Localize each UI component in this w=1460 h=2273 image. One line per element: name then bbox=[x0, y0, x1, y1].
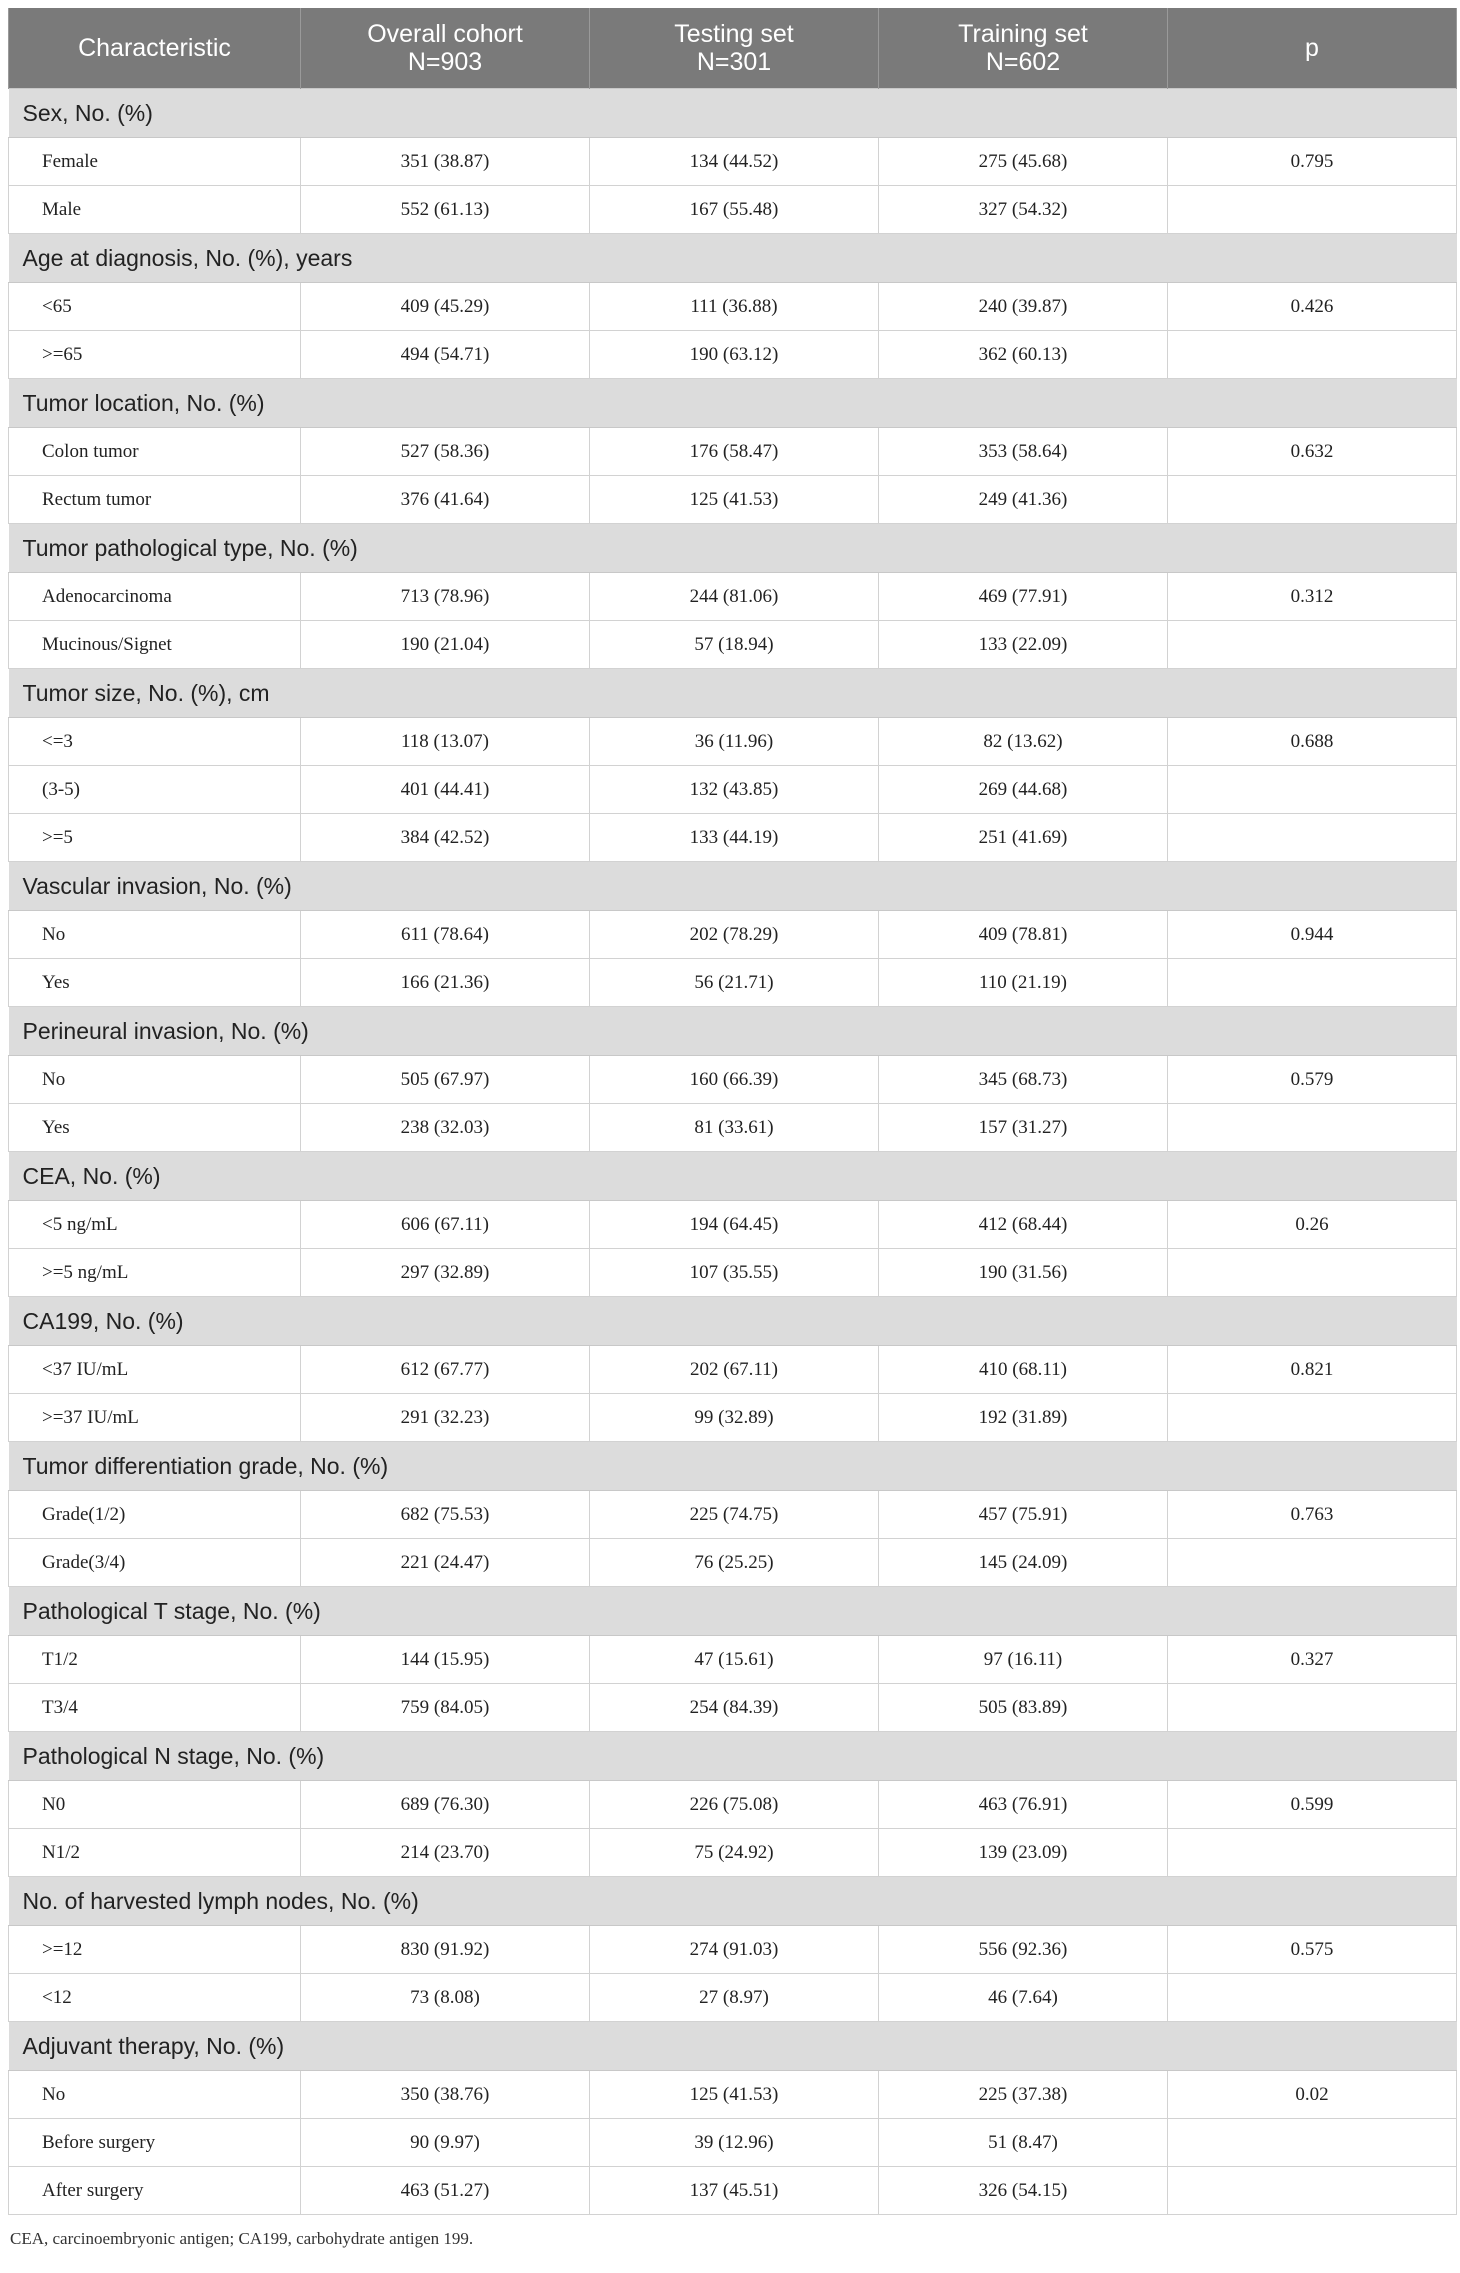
p-value: 0.632 bbox=[1168, 428, 1457, 476]
header-count: N=301 bbox=[696, 48, 772, 76]
table-row bbox=[9, 2167, 1457, 2215]
table-row bbox=[9, 186, 1457, 234]
training-set-value: 157 (31.27) bbox=[879, 1104, 1168, 1152]
group-title: Pathological N stage, No. (%) bbox=[9, 1732, 1457, 1781]
overall-cohort-value: 291 (32.23) bbox=[301, 1394, 590, 1442]
training-set-value: 326 (54.15) bbox=[879, 2167, 1168, 2215]
table-row bbox=[9, 1491, 1457, 1539]
p-value: 0.763 bbox=[1168, 1491, 1457, 1539]
overall-cohort-value: 611 (78.64) bbox=[301, 911, 590, 959]
training-set-value: 51 (8.47) bbox=[879, 2119, 1168, 2167]
p-value: 0.944 bbox=[1168, 911, 1457, 959]
testing-set-value: 194 (64.45) bbox=[590, 1201, 879, 1249]
testing-set-value: 81 (33.61) bbox=[590, 1104, 879, 1152]
p-value: 0.26 bbox=[1168, 1201, 1457, 1249]
row-category-label: After surgery bbox=[9, 2167, 301, 2215]
row-category-label: No bbox=[9, 1056, 301, 1104]
table-row bbox=[9, 1781, 1457, 1829]
table-row bbox=[9, 331, 1457, 379]
training-set-value: 225 (37.38) bbox=[879, 2071, 1168, 2119]
testing-set-value: 76 (25.25) bbox=[590, 1539, 879, 1587]
header-label: Training set bbox=[958, 20, 1088, 48]
p-value bbox=[1168, 2119, 1457, 2167]
testing-set-value: 75 (24.92) bbox=[590, 1829, 879, 1877]
row-category-label: <37 IU/mL bbox=[9, 1346, 301, 1394]
row-category-label: Before surgery bbox=[9, 2119, 301, 2167]
testing-set-value: 160 (66.39) bbox=[590, 1056, 879, 1104]
testing-set-value: 47 (15.61) bbox=[590, 1636, 879, 1684]
testing-set-value: 57 (18.94) bbox=[590, 621, 879, 669]
training-set-value: 249 (41.36) bbox=[879, 476, 1168, 524]
table-row bbox=[9, 1201, 1457, 1249]
overall-cohort-value: 552 (61.13) bbox=[301, 186, 590, 234]
p-value bbox=[1168, 1394, 1457, 1442]
testing-set-value: 137 (45.51) bbox=[590, 2167, 879, 2215]
overall-cohort-value: 384 (42.52) bbox=[301, 814, 590, 862]
header-label: p bbox=[1305, 34, 1319, 62]
row-category-label: (3-5) bbox=[9, 766, 301, 814]
training-set-value: 251 (41.69) bbox=[879, 814, 1168, 862]
group-title: CEA, No. (%) bbox=[9, 1152, 1457, 1201]
group-title: Vascular invasion, No. (%) bbox=[9, 862, 1457, 911]
testing-set-value: 132 (43.85) bbox=[590, 766, 879, 814]
group-header-row bbox=[9, 1152, 1457, 1201]
group-title: Adjuvant therapy, No. (%) bbox=[9, 2022, 1457, 2071]
p-value bbox=[1168, 1104, 1457, 1152]
table-row bbox=[9, 1684, 1457, 1732]
p-value bbox=[1168, 814, 1457, 862]
table-row bbox=[9, 573, 1457, 621]
row-category-label: <12 bbox=[9, 1974, 301, 2022]
p-value bbox=[1168, 186, 1457, 234]
row-category-label: <5 ng/mL bbox=[9, 1201, 301, 1249]
training-set-value: 97 (16.11) bbox=[879, 1636, 1168, 1684]
table-row bbox=[9, 428, 1457, 476]
overall-cohort-value: 505 (67.97) bbox=[301, 1056, 590, 1104]
overall-cohort-value: 90 (9.97) bbox=[301, 2119, 590, 2167]
table-body bbox=[9, 89, 1457, 2215]
row-category-label: No bbox=[9, 2071, 301, 2119]
overall-cohort-value: 73 (8.08) bbox=[301, 1974, 590, 2022]
header-label: Testing set bbox=[674, 20, 794, 48]
p-value: 0.599 bbox=[1168, 1781, 1457, 1829]
training-set-value: 139 (23.09) bbox=[879, 1829, 1168, 1877]
p-value bbox=[1168, 1829, 1457, 1877]
testing-set-value: 254 (84.39) bbox=[590, 1684, 879, 1732]
table-row bbox=[9, 766, 1457, 814]
table-row bbox=[9, 476, 1457, 524]
p-value: 0.579 bbox=[1168, 1056, 1457, 1104]
group-title: CA199, No. (%) bbox=[9, 1297, 1457, 1346]
training-set-value: 190 (31.56) bbox=[879, 1249, 1168, 1297]
overall-cohort-value: 606 (67.11) bbox=[301, 1201, 590, 1249]
row-category-label: T3/4 bbox=[9, 1684, 301, 1732]
overall-cohort-value: 238 (32.03) bbox=[301, 1104, 590, 1152]
testing-set-value: 39 (12.96) bbox=[590, 2119, 879, 2167]
row-category-label: Rectum tumor bbox=[9, 476, 301, 524]
group-header-row bbox=[9, 1442, 1457, 1491]
row-category-label: Female bbox=[9, 138, 301, 186]
overall-cohort-value: 144 (15.95) bbox=[301, 1636, 590, 1684]
testing-set-value: 111 (36.88) bbox=[590, 283, 879, 331]
testing-set-value: 27 (8.97) bbox=[590, 1974, 879, 2022]
overall-cohort-value: 463 (51.27) bbox=[301, 2167, 590, 2215]
row-category-label: Adenocarcinoma bbox=[9, 573, 301, 621]
training-set-value: 345 (68.73) bbox=[879, 1056, 1168, 1104]
testing-set-value: 107 (35.55) bbox=[590, 1249, 879, 1297]
header-row bbox=[9, 8, 1457, 89]
row-category-label: N1/2 bbox=[9, 1829, 301, 1877]
table-row bbox=[9, 1974, 1457, 2022]
testing-set-value: 134 (44.52) bbox=[590, 138, 879, 186]
group-title: Perineural invasion, No. (%) bbox=[9, 1007, 1457, 1056]
group-header-row bbox=[9, 89, 1457, 138]
testing-set-value: 167 (55.48) bbox=[590, 186, 879, 234]
training-set-value: 269 (44.68) bbox=[879, 766, 1168, 814]
training-set-value: 362 (60.13) bbox=[879, 331, 1168, 379]
training-set-value: 145 (24.09) bbox=[879, 1539, 1168, 1587]
table-row bbox=[9, 718, 1457, 766]
group-header-row bbox=[9, 379, 1457, 428]
group-title: No. of harvested lymph nodes, No. (%) bbox=[9, 1877, 1457, 1926]
training-set-value: 46 (7.64) bbox=[879, 1974, 1168, 2022]
testing-set-value: 56 (21.71) bbox=[590, 959, 879, 1007]
row-category-label: >=12 bbox=[9, 1926, 301, 1974]
training-set-value: 240 (39.87) bbox=[879, 283, 1168, 331]
table-row bbox=[9, 621, 1457, 669]
overall-cohort-value: 401 (44.41) bbox=[301, 766, 590, 814]
header-count: N=602 bbox=[985, 48, 1061, 76]
row-category-label: T1/2 bbox=[9, 1636, 301, 1684]
overall-cohort-value: 166 (21.36) bbox=[301, 959, 590, 1007]
testing-set-value: 133 (44.19) bbox=[590, 814, 879, 862]
p-value bbox=[1168, 1539, 1457, 1587]
p-value bbox=[1168, 476, 1457, 524]
p-value: 0.02 bbox=[1168, 2071, 1457, 2119]
p-value: 0.426 bbox=[1168, 283, 1457, 331]
overall-cohort-value: 190 (21.04) bbox=[301, 621, 590, 669]
group-header-row bbox=[9, 862, 1457, 911]
overall-cohort-value: 494 (54.71) bbox=[301, 331, 590, 379]
row-category-label: Grade(3/4) bbox=[9, 1539, 301, 1587]
training-set-value: 82 (13.62) bbox=[879, 718, 1168, 766]
training-set-value: 133 (22.09) bbox=[879, 621, 1168, 669]
training-set-value: 457 (75.91) bbox=[879, 1491, 1168, 1539]
training-set-value: 556 (92.36) bbox=[879, 1926, 1168, 1974]
overall-cohort-value: 689 (76.30) bbox=[301, 1781, 590, 1829]
overall-cohort-value: 351 (38.87) bbox=[301, 138, 590, 186]
table-row bbox=[9, 959, 1457, 1007]
group-title: Tumor location, No. (%) bbox=[9, 379, 1457, 428]
p-value bbox=[1168, 1974, 1457, 2022]
overall-cohort-value: 830 (91.92) bbox=[301, 1926, 590, 1974]
testing-set-value: 125 (41.53) bbox=[590, 476, 879, 524]
p-value: 0.575 bbox=[1168, 1926, 1457, 1974]
row-category-label: <65 bbox=[9, 283, 301, 331]
p-value bbox=[1168, 2167, 1457, 2215]
row-category-label: >=5 ng/mL bbox=[9, 1249, 301, 1297]
group-title: Age at diagnosis, No. (%), years bbox=[9, 234, 1457, 283]
p-value bbox=[1168, 959, 1457, 1007]
overall-cohort-value: 376 (41.64) bbox=[301, 476, 590, 524]
group-title: Tumor differentiation grade, No. (%) bbox=[9, 1442, 1457, 1491]
header-p-value bbox=[1168, 8, 1457, 89]
training-set-value: 275 (45.68) bbox=[879, 138, 1168, 186]
header-overall-cohort bbox=[301, 8, 590, 89]
testing-set-value: 274 (91.03) bbox=[590, 1926, 879, 1974]
overall-cohort-value: 297 (32.89) bbox=[301, 1249, 590, 1297]
row-category-label: >=37 IU/mL bbox=[9, 1394, 301, 1442]
group-header-row bbox=[9, 1732, 1457, 1781]
table-container bbox=[8, 8, 1456, 2249]
group-header-row bbox=[9, 1587, 1457, 1636]
group-header-row bbox=[9, 524, 1457, 573]
table-row bbox=[9, 138, 1457, 186]
row-category-label: No bbox=[9, 911, 301, 959]
p-value: 0.327 bbox=[1168, 1636, 1457, 1684]
table-row bbox=[9, 1394, 1457, 1442]
table-row bbox=[9, 283, 1457, 331]
testing-set-value: 226 (75.08) bbox=[590, 1781, 879, 1829]
overall-cohort-value: 118 (13.07) bbox=[301, 718, 590, 766]
p-value: 0.688 bbox=[1168, 718, 1457, 766]
training-set-value: 469 (77.91) bbox=[879, 573, 1168, 621]
training-set-value: 463 (76.91) bbox=[879, 1781, 1168, 1829]
table-row bbox=[9, 1539, 1457, 1587]
row-category-label: Grade(1/2) bbox=[9, 1491, 301, 1539]
header-count: N=903 bbox=[407, 48, 483, 76]
header-training-set bbox=[879, 8, 1168, 89]
overall-cohort-value: 409 (45.29) bbox=[301, 283, 590, 331]
row-category-label: N0 bbox=[9, 1781, 301, 1829]
training-set-value: 505 (83.89) bbox=[879, 1684, 1168, 1732]
group-header-row bbox=[9, 234, 1457, 283]
header-label: Overall cohort bbox=[367, 20, 523, 48]
testing-set-value: 99 (32.89) bbox=[590, 1394, 879, 1442]
overall-cohort-value: 759 (84.05) bbox=[301, 1684, 590, 1732]
training-set-value: 410 (68.11) bbox=[879, 1346, 1168, 1394]
testing-set-value: 176 (58.47) bbox=[590, 428, 879, 476]
training-set-value: 409 (78.81) bbox=[879, 911, 1168, 959]
training-set-value: 412 (68.44) bbox=[879, 1201, 1168, 1249]
testing-set-value: 190 (63.12) bbox=[590, 331, 879, 379]
group-title: Pathological T stage, No. (%) bbox=[9, 1587, 1457, 1636]
table-header bbox=[9, 8, 1457, 89]
group-header-row bbox=[9, 1877, 1457, 1926]
p-value bbox=[1168, 331, 1457, 379]
group-header-row bbox=[9, 669, 1457, 718]
overall-cohort-value: 350 (38.76) bbox=[301, 2071, 590, 2119]
testing-set-value: 36 (11.96) bbox=[590, 718, 879, 766]
table-row bbox=[9, 1056, 1457, 1104]
table-row bbox=[9, 1636, 1457, 1684]
p-value: 0.312 bbox=[1168, 573, 1457, 621]
p-value: 0.795 bbox=[1168, 138, 1457, 186]
row-category-label: <=3 bbox=[9, 718, 301, 766]
table-row bbox=[9, 2071, 1457, 2119]
group-header-row bbox=[9, 1297, 1457, 1346]
training-set-value: 110 (21.19) bbox=[879, 959, 1168, 1007]
group-header-row bbox=[9, 2022, 1457, 2071]
characteristics-table bbox=[8, 8, 1457, 2215]
table-row bbox=[9, 1104, 1457, 1152]
table-row bbox=[9, 1346, 1457, 1394]
group-title: Tumor pathological type, No. (%) bbox=[9, 524, 1457, 573]
header-characteristic bbox=[9, 8, 301, 89]
row-category-label: Yes bbox=[9, 959, 301, 1007]
row-category-label: Mucinous/Signet bbox=[9, 621, 301, 669]
table-footnote: CEA, carcinoembryonic antigen; CA199, carbohydrate antigen 199. bbox=[10, 2229, 474, 2248]
group-header-row bbox=[9, 1007, 1457, 1056]
row-category-label: >=65 bbox=[9, 331, 301, 379]
testing-set-value: 202 (67.11) bbox=[590, 1346, 879, 1394]
group-title: Tumor size, No. (%), cm bbox=[9, 669, 1457, 718]
overall-cohort-value: 527 (58.36) bbox=[301, 428, 590, 476]
overall-cohort-value: 612 (67.77) bbox=[301, 1346, 590, 1394]
overall-cohort-value: 713 (78.96) bbox=[301, 573, 590, 621]
training-set-value: 192 (31.89) bbox=[879, 1394, 1168, 1442]
training-set-value: 327 (54.32) bbox=[879, 186, 1168, 234]
p-value bbox=[1168, 621, 1457, 669]
header-testing-set bbox=[590, 8, 879, 89]
table-row bbox=[9, 1249, 1457, 1297]
testing-set-value: 225 (74.75) bbox=[590, 1491, 879, 1539]
p-value bbox=[1168, 1249, 1457, 1297]
row-category-label: Male bbox=[9, 186, 301, 234]
row-category-label: Yes bbox=[9, 1104, 301, 1152]
p-value bbox=[1168, 766, 1457, 814]
testing-set-value: 244 (81.06) bbox=[590, 573, 879, 621]
overall-cohort-value: 221 (24.47) bbox=[301, 1539, 590, 1587]
testing-set-value: 202 (78.29) bbox=[590, 911, 879, 959]
p-value bbox=[1168, 1684, 1457, 1732]
table-row bbox=[9, 911, 1457, 959]
overall-cohort-value: 214 (23.70) bbox=[301, 1829, 590, 1877]
overall-cohort-value: 682 (75.53) bbox=[301, 1491, 590, 1539]
table-row bbox=[9, 1926, 1457, 1974]
group-title: Sex, No. (%) bbox=[9, 89, 1457, 138]
table-row bbox=[9, 814, 1457, 862]
row-category-label: >=5 bbox=[9, 814, 301, 862]
testing-set-value: 125 (41.53) bbox=[590, 2071, 879, 2119]
row-category-label: Colon tumor bbox=[9, 428, 301, 476]
p-value: 0.821 bbox=[1168, 1346, 1457, 1394]
training-set-value: 353 (58.64) bbox=[879, 428, 1168, 476]
table-row bbox=[9, 2119, 1457, 2167]
table-row bbox=[9, 1829, 1457, 1877]
header-label: Characteristic bbox=[78, 34, 231, 62]
